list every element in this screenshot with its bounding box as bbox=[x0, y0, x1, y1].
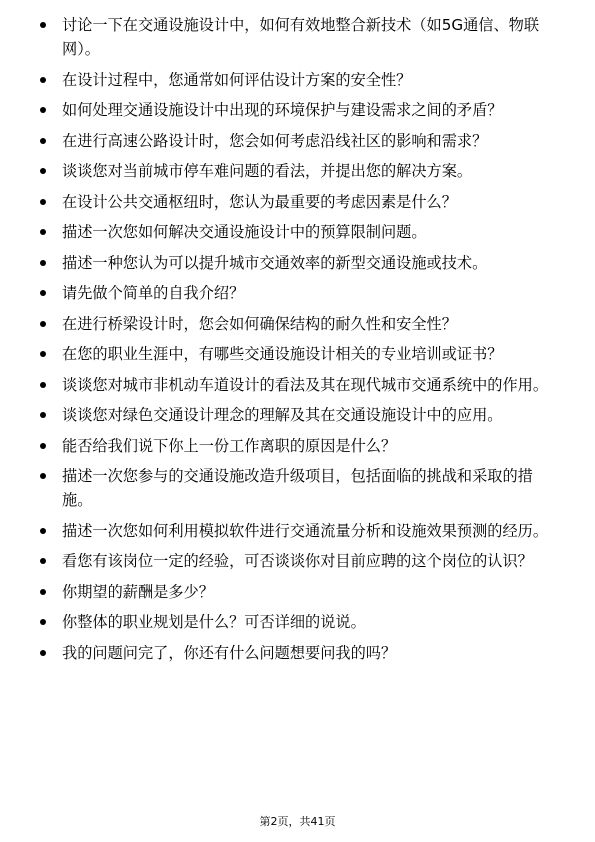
list-item bbox=[40, 464, 560, 512]
list-item bbox=[40, 68, 560, 92]
question-text: 我的问题问完了，你还有什么问题想要问我的吗？ bbox=[62, 643, 397, 662]
question-text: 能否给我们说下你上一份工作离职的原因是什么？ bbox=[62, 436, 397, 455]
question-text: 谈谈您对当前城市停车难问题的看法，并提出您的解决方案。 bbox=[62, 162, 473, 180]
question-text: 如何处理交通设施设计中出现的环境保护与建设需求之间的矛盾？ bbox=[62, 101, 503, 119]
page-number: 第2页，共41页 bbox=[259, 815, 336, 828]
question-text: 描述一次您如何利用模拟软件进行交通流量分析和设施效果预测的经历。 bbox=[62, 521, 548, 540]
bullet-icon bbox=[40, 168, 46, 174]
bullet-icon bbox=[40, 77, 46, 83]
list-item bbox=[40, 13, 560, 61]
list-item bbox=[40, 342, 560, 366]
question-text: 在进行桥梁设计时，您会如何确保结构的耐久性和安全性？ bbox=[62, 314, 457, 333]
list-item bbox=[40, 403, 560, 427]
question-text: 请先做个简单的自我介绍？ bbox=[62, 284, 245, 302]
bullet-icon bbox=[40, 351, 46, 357]
bullet-icon bbox=[40, 260, 46, 266]
bullet-icon bbox=[40, 22, 46, 28]
question-text: 你期望的薪酬是多少？ bbox=[62, 582, 214, 601]
bullet-icon bbox=[40, 528, 46, 534]
question-text: 在设计公共交通枢纽时，您认为最重要的考虑因素是什么？ bbox=[62, 192, 457, 211]
question-list bbox=[40, 13, 560, 671]
question-text: 在设计过程中，您通常如何评估设计方案的安全性？ bbox=[62, 70, 412, 89]
bullet-icon bbox=[40, 412, 46, 418]
list-item bbox=[40, 159, 560, 183]
list-item bbox=[40, 190, 560, 214]
list-item bbox=[40, 312, 560, 336]
bullet-icon bbox=[40, 382, 46, 388]
bullet-icon bbox=[40, 558, 46, 564]
bullet-icon bbox=[40, 229, 46, 235]
bullet-icon bbox=[40, 619, 46, 625]
bullet-icon bbox=[40, 321, 46, 327]
bullet-icon bbox=[40, 650, 46, 656]
question-text: 描述一种您认为可以提升城市交通效率的新型交通设施或技术。 bbox=[62, 253, 488, 272]
list-item bbox=[40, 281, 560, 305]
list-item bbox=[40, 641, 560, 665]
list-item bbox=[40, 610, 560, 634]
question-text: 描述一次您如何解决交通设施设计中的预算限制问题。 bbox=[62, 223, 427, 241]
question-text: 在进行高速公路设计时，您会如何考虑沿线社区的影响和需求？ bbox=[62, 131, 488, 150]
list-item bbox=[40, 251, 560, 275]
question-text: 在您的职业生涯中，有哪些交通设施设计相关的专业培训或证书？ bbox=[62, 345, 503, 363]
list-item bbox=[40, 519, 560, 543]
bullet-icon bbox=[40, 589, 46, 595]
question-text: 谈谈您对绿色交通设计理念的理解及其在交通设施设计中的应用。 bbox=[62, 406, 503, 424]
list-item bbox=[40, 129, 560, 153]
bullet-icon bbox=[40, 473, 46, 479]
list-item bbox=[40, 220, 560, 244]
bullet-icon bbox=[40, 107, 46, 113]
list-item bbox=[40, 549, 560, 573]
list-item bbox=[40, 373, 560, 397]
question-text: 讨论一下在交通设施设计中，如何有效地整合新技术（如5G通信、物联网）。 bbox=[62, 16, 540, 58]
question-text: 描述一次您参与的交通设施改造升级项目，包括面临的挑战和采取的措施。 bbox=[62, 467, 533, 509]
bullet-icon bbox=[40, 199, 46, 205]
question-text: 你整体的职业规划是什么？可否详细的说说。 bbox=[62, 613, 366, 631]
bullet-icon bbox=[40, 138, 46, 144]
question-text: 谈谈您对城市非机动车道设计的看法及其在现代城市交通系统中的作用。 bbox=[62, 375, 548, 394]
question-text: 看您有该岗位一定的经验，可否谈谈你对目前应聘的这个岗位的认识？ bbox=[62, 552, 533, 570]
bullet-icon bbox=[40, 290, 46, 296]
list-item bbox=[40, 580, 560, 604]
list-item bbox=[40, 98, 560, 122]
bullet-icon bbox=[40, 443, 46, 449]
list-item bbox=[40, 434, 560, 458]
